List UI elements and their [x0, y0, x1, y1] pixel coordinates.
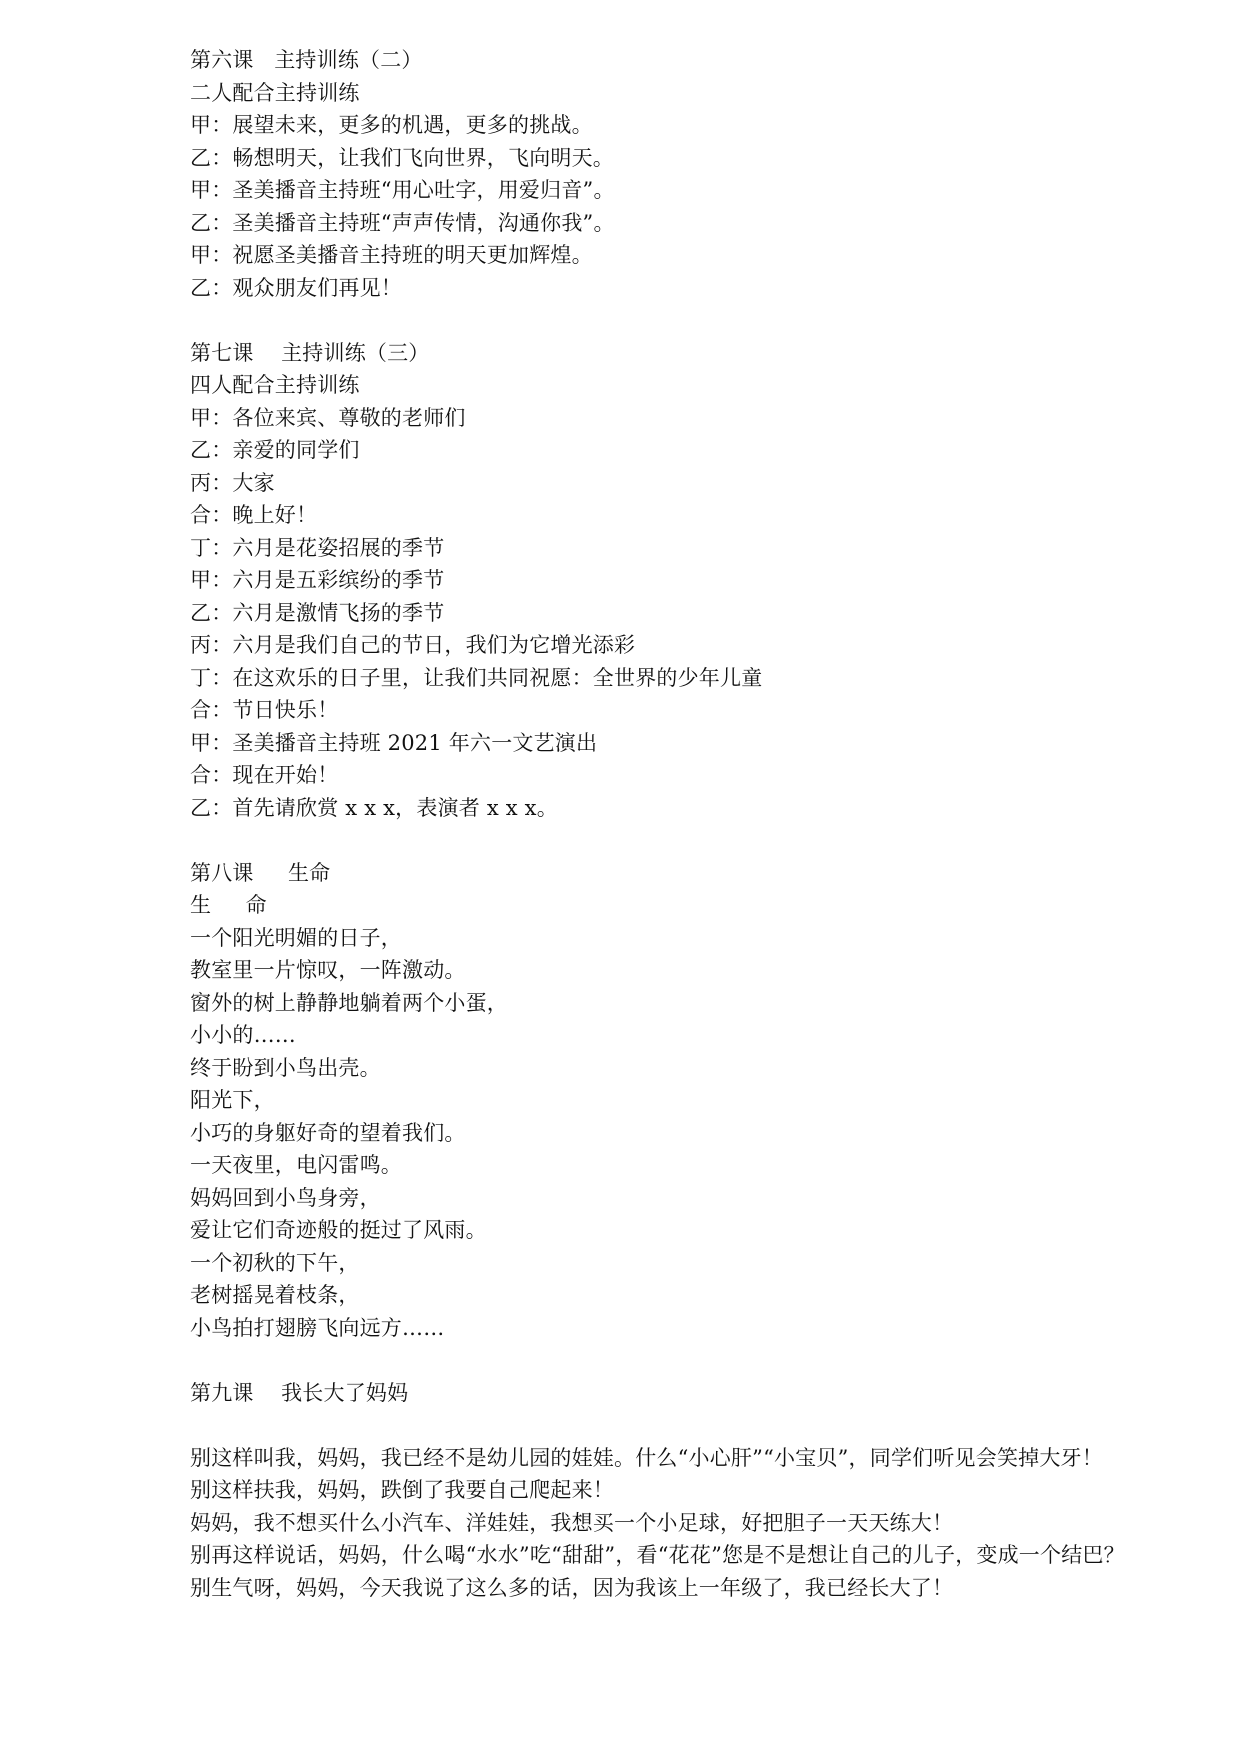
text-line: 甲：展望未来，更多的机遇，更多的挑战。: [190, 113, 593, 137]
text-line: 丁：六月是花姿招展的季节: [190, 535, 445, 560]
text-line: 甲：圣美播音主持班“用心吐字，用爱归音”。: [190, 178, 615, 202]
poem-line: 阳光下，: [190, 1088, 275, 1112]
poem-line: 一个初秋的下午，: [190, 1250, 360, 1275]
text-line: 乙：亲爱的同学们: [190, 438, 360, 462]
lesson-6-title: 第六课 主持训练（二）: [190, 48, 423, 72]
poem-line: 窗外的树上静静地躺着两个小蛋，: [190, 990, 508, 1015]
text-line: 乙：圣美播音主持班“声声传情，沟通你我”。: [190, 210, 615, 235]
text-line: 别这样扶我，妈妈，跌倒了我要自己爬起来！: [190, 1478, 614, 1502]
text-line: 别生气呀，妈妈，今天我说了这么多的话，因为我该上一年级了，我已经长大了！: [190, 1575, 954, 1600]
text-line: 别这样叫我，妈妈，我已经不是幼儿园的娃娃。什么“小心肝”“小宝贝”，同学们听见会笑掉大牙！: [190, 1445, 1103, 1470]
text-line: 丁：在这欢乐的日子里，让我们共同祝愿：全世界的少年儿童: [190, 665, 763, 690]
text-line: 合：节日快乐！: [190, 698, 339, 722]
poem-line: 爱让它们奇迹般的挺过了风雨。: [190, 1218, 487, 1242]
text-line: 甲：六月是五彩缤纷的季节: [190, 568, 445, 592]
poem-line: 教室里一片惊叹，一阵激动。: [190, 958, 466, 982]
lesson-7-title: 第七课 主持训练（三）: [190, 340, 430, 365]
text-line: 乙：畅想明天，让我们飞向世界，飞向明天。: [190, 145, 614, 170]
text-line: 四人配合主持训练: [190, 373, 360, 397]
poem-line: 一天夜里，电闪雷鸣。: [190, 1153, 402, 1177]
blank-line: [190, 304, 1190, 337]
text-line: 丙：大家: [190, 470, 275, 495]
lesson-6-section: [190, 44, 1190, 304]
poem-line: 老树摇晃着枝条，: [190, 1283, 360, 1307]
blank-line: [190, 1409, 1190, 1442]
lesson-9-title: 第九课 我长大了妈妈: [190, 1380, 409, 1405]
text-line: 二人配合主持训练: [190, 80, 360, 105]
blank-line: [190, 1344, 1190, 1377]
poem-line: 一个阳光明媚的日子，: [190, 925, 402, 950]
text-line: 甲：各位来宾、尊敬的老师们: [190, 405, 466, 430]
text-line: 甲：圣美播音主持班 2021 年六一文艺演出: [190, 730, 598, 755]
text-line: 丙：六月是我们自己的节日，我们为它增光添彩: [190, 633, 636, 657]
lesson-8-title: 第八课 生命: [190, 860, 331, 885]
text-line: 合：晚上好！: [190, 503, 318, 527]
poem-line: 终于盼到小鸟出壳。: [190, 1055, 381, 1080]
poem-line: 小小的……: [190, 1023, 296, 1047]
poem-line: 妈妈回到小鸟身旁，: [190, 1185, 381, 1210]
lesson-7-section: [190, 337, 1190, 825]
text-line: 乙：六月是激情飞扬的季节: [190, 600, 445, 625]
lesson-9-section: [190, 1377, 1190, 1605]
text-line: 合：现在开始！: [190, 763, 339, 787]
poem-line: 小鸟拍打翅膀飞向远方……: [190, 1315, 445, 1340]
text-line: 乙：首先请欣赏 x x x，表演者 x x x。: [190, 795, 558, 820]
poem-line: 小巧的身躯好奇的望着我们。: [190, 1120, 466, 1145]
text-line: 妈妈，我不想买什么小汽车、洋娃娃，我想买一个小足球，好把胆子一天天练大！: [190, 1510, 954, 1535]
document-body: [190, 44, 1190, 1604]
text-line: 乙：观众朋友们再见！: [190, 275, 402, 300]
lesson-8-section: [190, 857, 1190, 1345]
blank-line: [190, 824, 1190, 857]
text-line: 别再这样说话，妈妈，什么喝“水水”吃“甜甜”，看“花花”您是不是想让自己的儿子，变成一个结巴？: [190, 1543, 1125, 1567]
poem-title: 生 命: [190, 893, 267, 917]
text-line: 甲：祝愿圣美播音主持班的明天更加辉煌。: [190, 243, 593, 267]
